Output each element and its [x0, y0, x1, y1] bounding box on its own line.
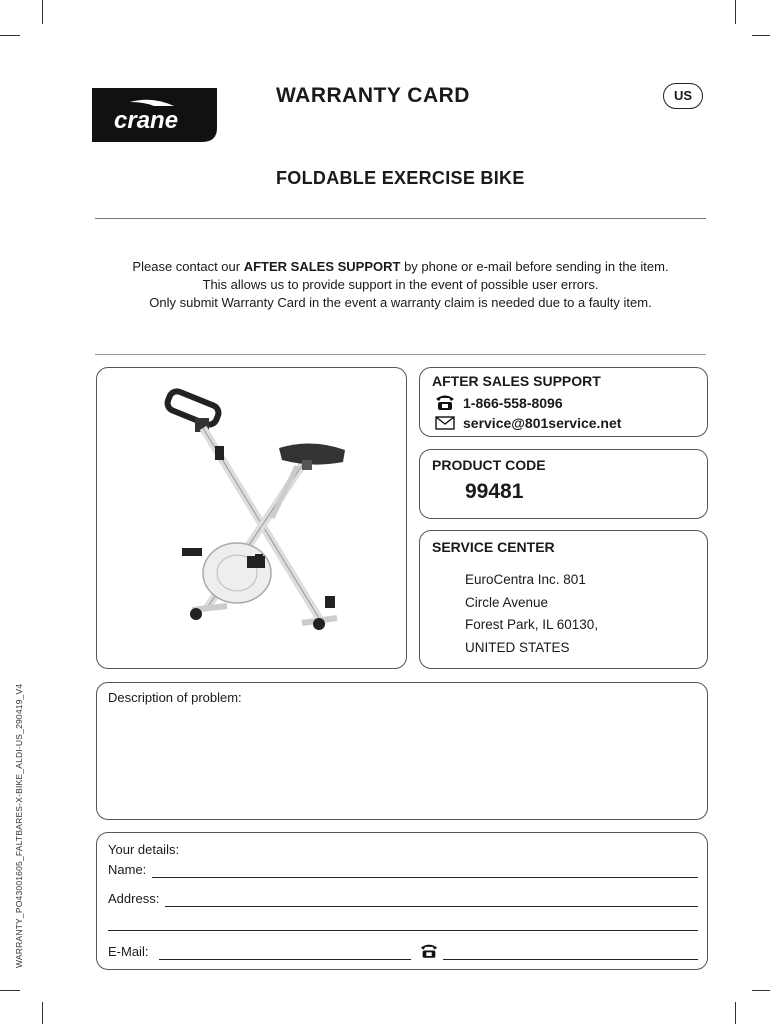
notice-text-part: by phone or e-mail before sending in the item.: [400, 259, 669, 274]
address-field-line-2[interactable]: [108, 930, 698, 931]
email-field[interactable]: [159, 959, 411, 960]
divider: [95, 218, 706, 219]
notice-line-2: This allows us to provide support in the event of possible user errors.: [202, 277, 599, 292]
name-field[interactable]: [152, 877, 698, 878]
notice-text: [95, 258, 706, 312]
notice-highlight: AFTER SALES SUPPORT: [243, 259, 401, 274]
address-line: UNITED STATES: [465, 639, 570, 655]
name-label: Name:: [108, 862, 147, 877]
address-line: Forest Park, IL 60130,: [465, 617, 599, 632]
crop-mark: [752, 35, 770, 36]
notice-line-1: [95, 258, 706, 276]
country-badge-text: US: [673, 88, 693, 103]
support-box: [419, 367, 708, 437]
crop-mark: [752, 990, 770, 991]
address-label: Address:: [108, 891, 160, 906]
support-email[interactable]: service@801service.net: [463, 415, 622, 431]
support-phone[interactable]: 1-866-558-8096: [463, 395, 563, 411]
product-code-heading: PRODUCT CODE: [432, 457, 546, 473]
email-label: E-Mail:: [108, 944, 149, 959]
country-badge: [663, 83, 703, 109]
service-center-address: [465, 569, 598, 659]
envelope-icon: [435, 416, 455, 435]
service-center-heading: SERVICE CENTER: [432, 539, 555, 555]
product-code-box: [419, 449, 708, 519]
crop-mark: [0, 990, 20, 991]
page-title: WARRANTY CARD: [276, 84, 470, 107]
crane-logo: [92, 88, 217, 142]
product-code-value: 99481: [465, 480, 524, 503]
product-subtitle: FOLDABLE EXERCISE BIKE: [276, 168, 525, 188]
service-center-box: [419, 530, 708, 669]
side-document-code: WARRANTY_PO43001605_FALTBARES-X-BIKE_ALDI-US_290419_V4: [14, 683, 24, 968]
crop-mark: [735, 1002, 736, 1024]
address-line: EuroCentra Inc. 801: [465, 572, 586, 587]
phone-icon: [419, 942, 439, 964]
crop-mark: [42, 0, 43, 24]
support-heading: AFTER SALES SUPPORT: [432, 373, 601, 389]
svg-text:crane: crane: [114, 107, 179, 134]
details-heading: Your details:: [108, 842, 180, 857]
notice-line-3: Only submit Warranty Card in the event a warranty claim is needed due to a faulty item.: [149, 295, 652, 310]
address-field[interactable]: [165, 906, 698, 907]
problem-description-box[interactable]: [96, 682, 708, 820]
notice-text-part: Please contact our: [132, 259, 244, 274]
crop-mark: [42, 1002, 43, 1024]
details-box: [96, 832, 708, 970]
crop-mark: [735, 0, 736, 24]
divider: [95, 354, 706, 355]
phone-icon: [434, 393, 456, 416]
product-image-box: [96, 367, 407, 669]
exercise-bike-image: [97, 368, 408, 670]
phone-field[interactable]: [443, 959, 698, 960]
problem-label: Description of problem:: [108, 690, 242, 705]
address-line: Circle Avenue: [465, 594, 549, 610]
crop-mark: [0, 35, 20, 36]
